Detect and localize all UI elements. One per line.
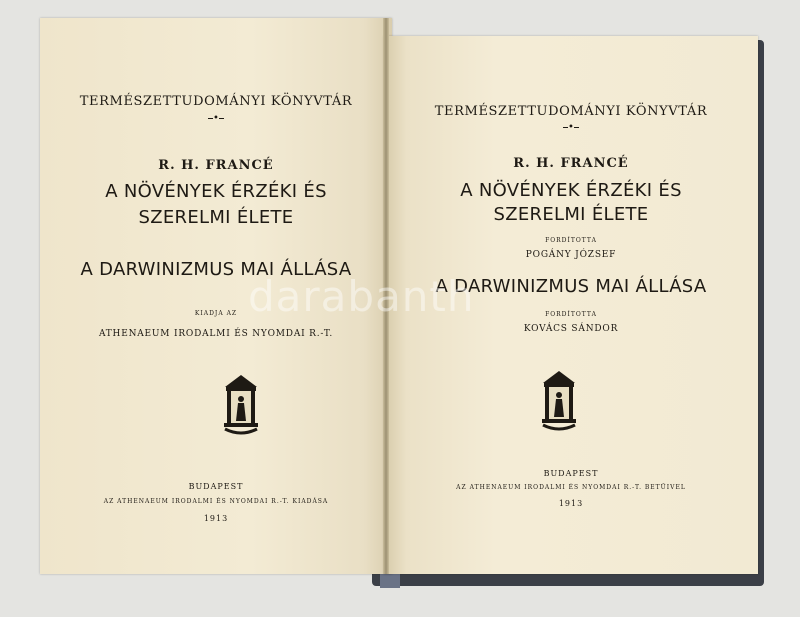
translator-label-2: FORDÍTOTTA (545, 311, 597, 318)
translator-label: FORDÍTOTTA (545, 237, 597, 244)
book-title-line2: SZERELMI ÉLETE (493, 204, 649, 225)
publisher-intro: KIADJA AZ (194, 310, 238, 317)
book-title-line1: A NÖVÉNYEK ÉRZÉKI ÉS (460, 180, 682, 201)
imprint-year: 1913 (203, 514, 229, 523)
translator-name: POGÁNY JÓZSEF (525, 250, 617, 260)
book-title-line1: A NÖVÉNYEK ÉRZÉKI ÉS (105, 181, 327, 202)
ornament-divider-icon: ⎯•⎯ (208, 113, 224, 124)
series-title: TERMÉSZETTUDOMÁNYI KÖNYVTÁR (79, 94, 353, 109)
author-name: R. H. FRANCÉ (158, 158, 274, 173)
series-title: TERMÉSZETTUDOMÁNYI KÖNYVTÁR (434, 104, 708, 119)
imprint-text: AZ ATHENAEUM IRODALMI ÉS NYOMDAI R.-T. BETŰIVEL (456, 484, 686, 491)
athenaeum-emblem-icon (221, 373, 261, 437)
book-title2: A DARWINIZMUS MAI ÁLLÁSA (435, 276, 707, 297)
publisher-name: ATHENAEUM IRODALMI ÉS NYOMDAI R.-T. (98, 329, 334, 339)
imprint-year: 1913 (558, 499, 584, 508)
imprint-city: BUDAPEST (188, 482, 244, 491)
translator-name-2: KOVÁCS SÁNDOR (523, 324, 619, 334)
book-title2: A DARWINIZMUS MAI ÁLLÁSA (80, 259, 352, 280)
author-name: R. H. FRANCÉ (513, 156, 629, 171)
ornament-divider-icon: ⎯•⎯ (563, 122, 579, 133)
imprint-text: AZ ATHENAEUM IRODALMI ÉS NYOMDAI R.-T. KIADÁSA (103, 498, 329, 505)
imprint-city: BUDAPEST (543, 469, 599, 478)
watermark-text: darabanth (248, 272, 475, 321)
athenaeum-emblem-icon (539, 369, 579, 433)
book-title-line2: SZERELMI ÉLETE (138, 207, 294, 228)
